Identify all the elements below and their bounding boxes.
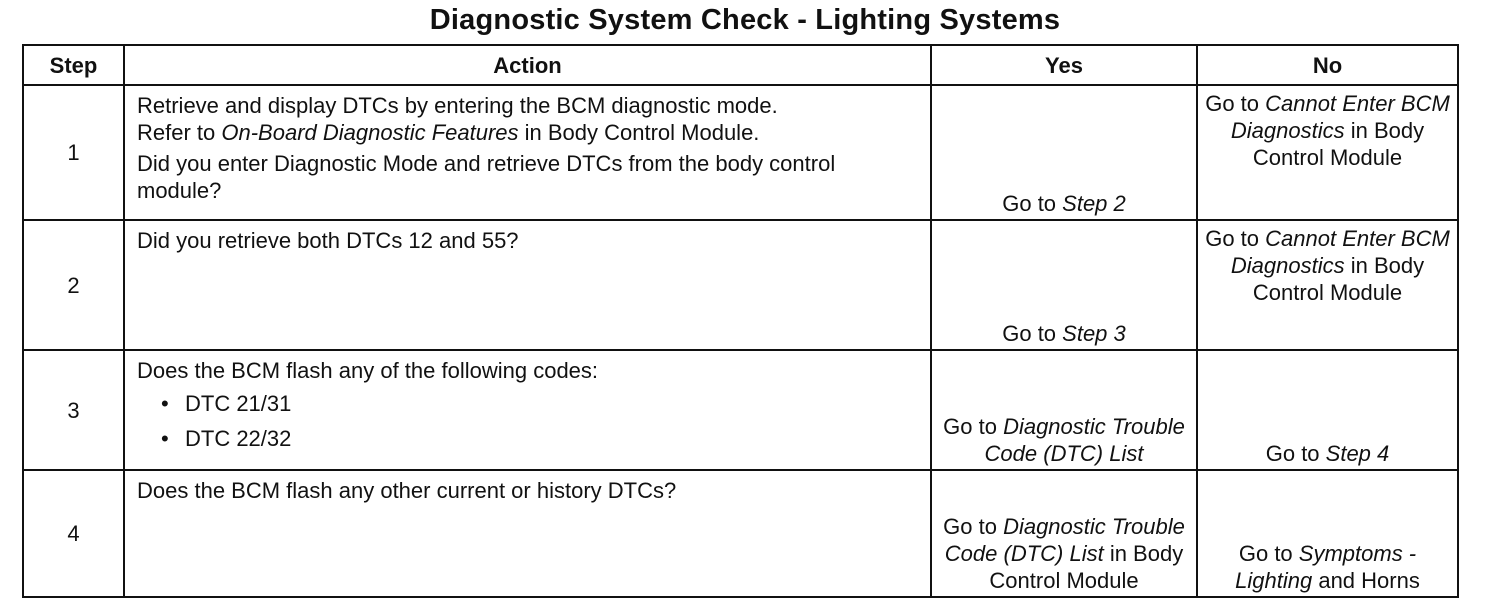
yes-link[interactable]: Step 3	[1062, 321, 1126, 346]
yes-cell	[931, 470, 1197, 597]
step-number: 3	[23, 350, 124, 470]
action-cell	[124, 350, 931, 470]
action-cell	[124, 220, 931, 350]
action-instruction	[137, 92, 918, 146]
no-link[interactable]: Cannot Enter BCM Diagnostics	[1230, 91, 1450, 143]
no-cell	[1197, 470, 1458, 597]
action-cell	[124, 470, 931, 597]
no-text: in Body Control Module	[1252, 253, 1425, 305]
yes-link[interactable]: Diagnostic Trouble Code (DTC) List	[944, 514, 1185, 566]
no-text: and Horns	[1312, 568, 1420, 593]
header-no: No	[1197, 45, 1458, 85]
no-text: Go to	[1205, 91, 1266, 116]
no-text: in Body Control Module	[1252, 118, 1425, 170]
action-question: Did you retrieve both DTCs 12 and 55?	[137, 228, 519, 253]
action-question: Does the BCM flash any other current or history DTCs?	[137, 478, 677, 503]
action-question: Did you enter Diagnostic Mode and retrieve DTCs from the body control module?	[137, 151, 836, 203]
no-link[interactable]: Cannot Enter BCM Diagnostics	[1230, 226, 1450, 278]
yes-text: Go to	[943, 514, 1004, 539]
yes-cell	[931, 85, 1197, 220]
table-row	[23, 220, 1458, 350]
yes-text: Go to	[943, 414, 1004, 439]
yes-text: Go to	[1002, 321, 1063, 346]
step-number: 4	[23, 470, 124, 597]
table-row	[23, 350, 1458, 470]
no-cell	[1197, 85, 1458, 220]
no-cell	[1197, 350, 1458, 470]
no-text: Go to	[1238, 541, 1299, 566]
action-text: Refer to	[137, 120, 222, 145]
no-text: Go to	[1265, 441, 1326, 466]
yes-link[interactable]: Step 2	[1062, 191, 1126, 216]
step-number: 1	[23, 85, 124, 220]
diagnostic-table	[22, 44, 1459, 598]
header-yes: Yes	[931, 45, 1197, 85]
code-list	[137, 390, 918, 452]
action-text: Retrieve and display DTCs by entering the BCM diagnostic mode.	[137, 93, 778, 118]
action-question: Does the BCM flash any of the following codes:	[137, 358, 599, 383]
table-row	[23, 85, 1458, 220]
action-cell	[124, 85, 931, 220]
page-title: Diagnostic System Check - Lighting Systems	[429, 4, 1061, 36]
list-item: • DTC 21/31	[161, 390, 918, 417]
header-action: Action	[124, 45, 931, 85]
list-item: • DTC 22/32	[161, 425, 918, 452]
header-step: Step	[23, 45, 124, 85]
yes-text: in Body Control Module	[989, 541, 1184, 593]
action-text: in Body Control Module.	[518, 120, 760, 145]
no-link[interactable]: Step 4	[1325, 441, 1390, 466]
yes-cell	[931, 220, 1197, 350]
yes-cell	[931, 350, 1197, 470]
header-row	[23, 45, 1458, 85]
step-number: 2	[23, 220, 124, 350]
table-row	[23, 470, 1458, 597]
yes-link[interactable]: Diagnostic Trouble Code (DTC) List	[984, 414, 1185, 466]
reference-link[interactable]: On-Board Diagnostic Features	[221, 120, 519, 145]
no-link[interactable]: Symptoms - Lighting	[1235, 541, 1417, 593]
no-cell	[1197, 220, 1458, 350]
no-text: Go to	[1205, 226, 1266, 251]
yes-text: Go to	[1002, 191, 1063, 216]
